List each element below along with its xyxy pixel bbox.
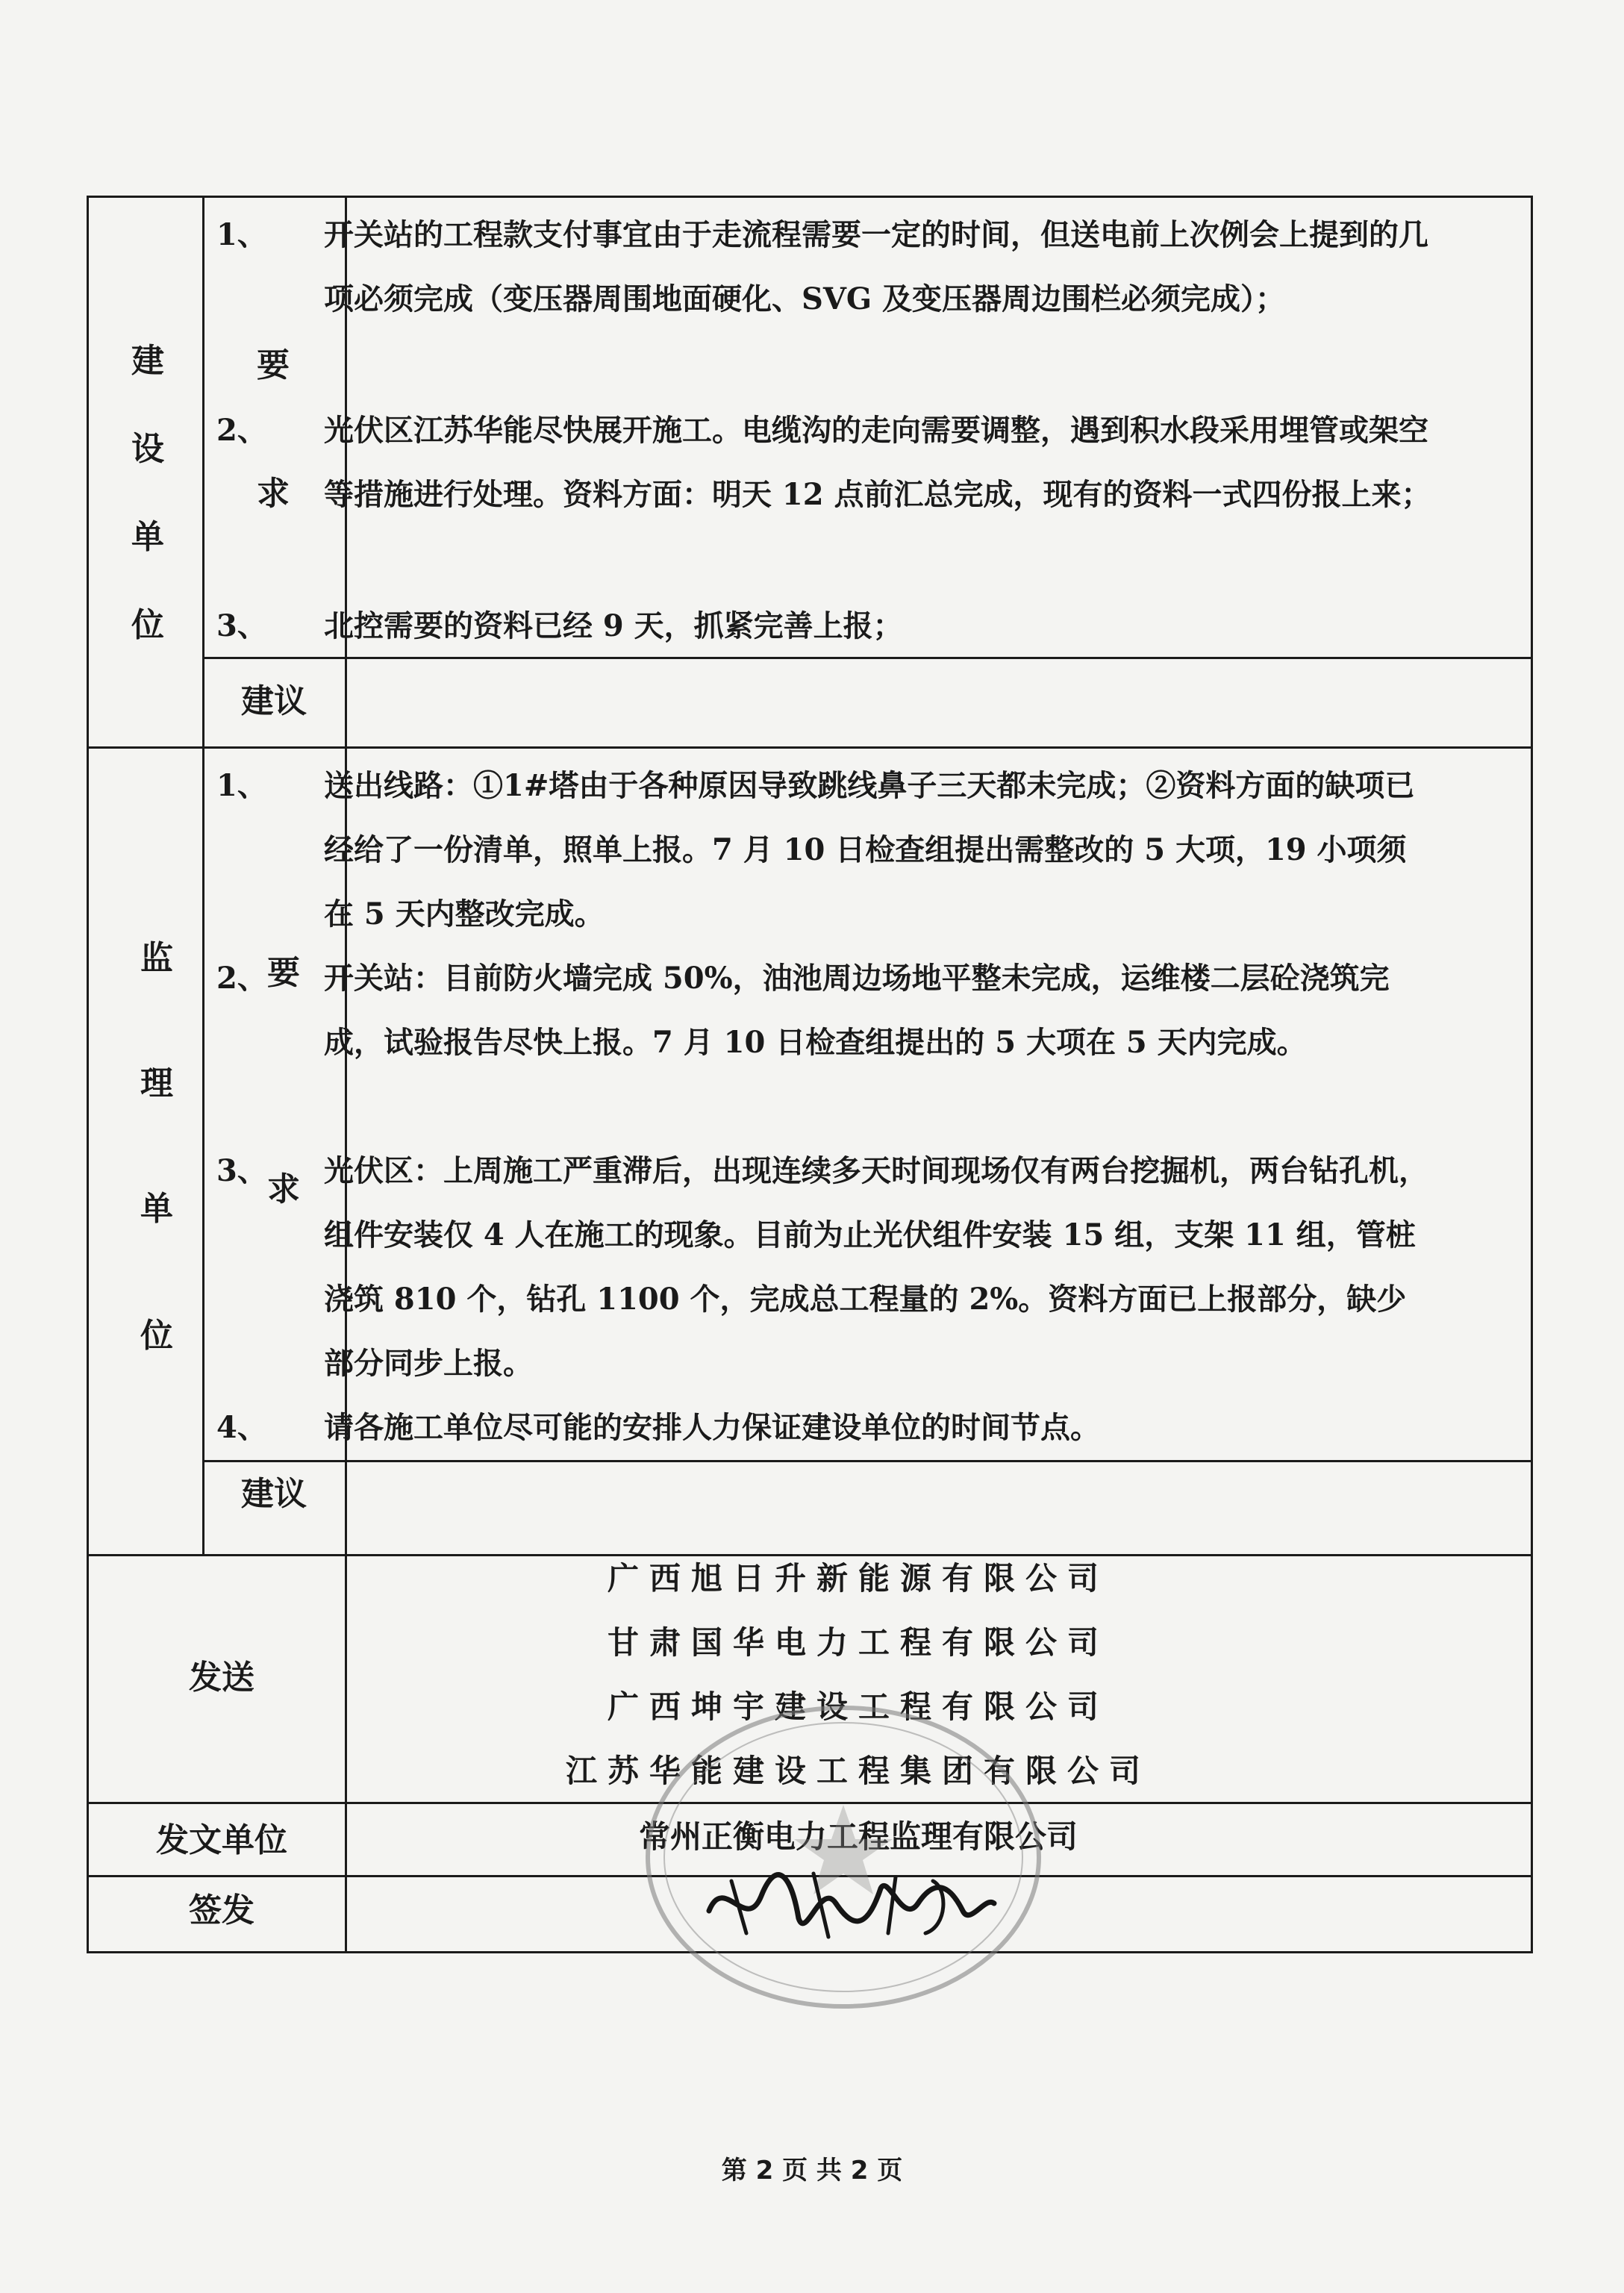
- supervision-requirement-2: [216, 946, 1434, 1075]
- supervision-suggestion-label: 建议: [241, 1475, 307, 1513]
- construction-unit-label-char: 位: [131, 606, 164, 644]
- distribution-label: 发送: [189, 1659, 254, 1697]
- supervision-requirement-3: [216, 1139, 1434, 1396]
- recipient: 江苏华能建设工程集团有限公司: [565, 1753, 1151, 1789]
- item-text: 开关站的工程款支付事宜由于走流程需要一定的时间，但送电前上次例会上提到的几项必须完成（变压器周围地面硬化、SVG 及变压器周边围栏必须完成）；: [324, 217, 1428, 316]
- item-number: 3、: [216, 608, 267, 643]
- construction-requirement-label-1: 要: [257, 346, 290, 384]
- supervision-unit-label-char: 位: [140, 1317, 173, 1355]
- item-text: 开关站：目前防火墙完成 50%，油池周边场地平整未完成，运维楼二层砼浇筑完成，试验报告尽快上报。7 月 10 日检查组提出的 5 大项在 5 天内完成。: [324, 961, 1390, 1060]
- company-seal-icon: [634, 1693, 1052, 2021]
- construction-requirement-2: [216, 399, 1434, 527]
- construction-suggestion-label: 建议: [241, 682, 307, 720]
- item-text: 送出线路：①1#塔由于各种原因导致跳线鼻子三天都未完成；②资料方面的缺项已经给了一份清单，照单上报。7 月 10 日检查组提出需整改的 5 大项，19 小项须在 5 天内整改完成。: [324, 768, 1415, 932]
- supervision-requirement-4: [216, 1396, 1434, 1460]
- recipient: 广西旭日升新能源有限公司: [607, 1560, 1109, 1597]
- construction-unit-label-char: 建: [131, 342, 164, 380]
- construction-unit-label-char: 设: [131, 430, 164, 468]
- construction-requirement-3: [216, 594, 1434, 658]
- construction-requirement-1: [216, 203, 1434, 331]
- item-text: 请各施工单位尽可能的安排人力保证建设单位的时间节点。: [324, 1410, 1100, 1445]
- recipient: 广西坤宇建设工程有限公司: [607, 1688, 1109, 1725]
- item-text: 光伏区江苏华能尽快展开施工。电缆沟的走向需要调整，遇到积水段采用埋管或架空等措施进行处理。资料方面：明天 12 点前汇总完成，现有的资料一式四份报上来；: [324, 413, 1431, 512]
- handwritten-signature-icon: [702, 1859, 1000, 1948]
- item-text: 北控需要的资料已经 9 天，抓紧完善上报；: [324, 608, 903, 643]
- item-number: 3、: [216, 1153, 267, 1188]
- supervision-requirement-label-1: 要: [267, 954, 300, 992]
- supervision-requirement-label-2: 求: [267, 1170, 300, 1208]
- supervision-unit-label-char: 监: [140, 939, 173, 977]
- supervision-requirement-1: [216, 754, 1434, 946]
- item-number: 4、: [216, 1410, 267, 1445]
- item-number: 2、: [216, 413, 267, 448]
- item-text: 光伏区：上周施工严重滞后，出现连续多天时间现场仅有两台挖掘机，两台钻孔机，组件安装仅 4 人在施工的现象。目前为止光伏组件安装 15 组，支架 11 组，管桩浇筑 810 个，钻孔 1100 个，完成总工程量的 2%。资料方面已上报部分，缺少部分同步上报。: [324, 1153, 1428, 1381]
- construction-requirement-label-2: 求: [257, 475, 290, 513]
- supervision-unit-label-char: 单: [140, 1190, 173, 1228]
- item-number: 1、: [216, 217, 267, 252]
- issuer-value: 常州正衡电力工程监理有限公司: [638, 1818, 1078, 1855]
- issuer-label: 发文单位: [156, 1821, 287, 1859]
- page-number: 第 2 页 共 2 页: [721, 2156, 903, 2186]
- supervision-unit-label-char: 理: [140, 1064, 173, 1102]
- item-number: 2、: [216, 961, 267, 996]
- signoff-label: 签发: [189, 1891, 254, 1929]
- item-number: 1、: [216, 768, 267, 803]
- construction-unit-label-char: 单: [131, 518, 164, 556]
- recipient: 甘肃国华电力工程有限公司: [607, 1624, 1109, 1661]
